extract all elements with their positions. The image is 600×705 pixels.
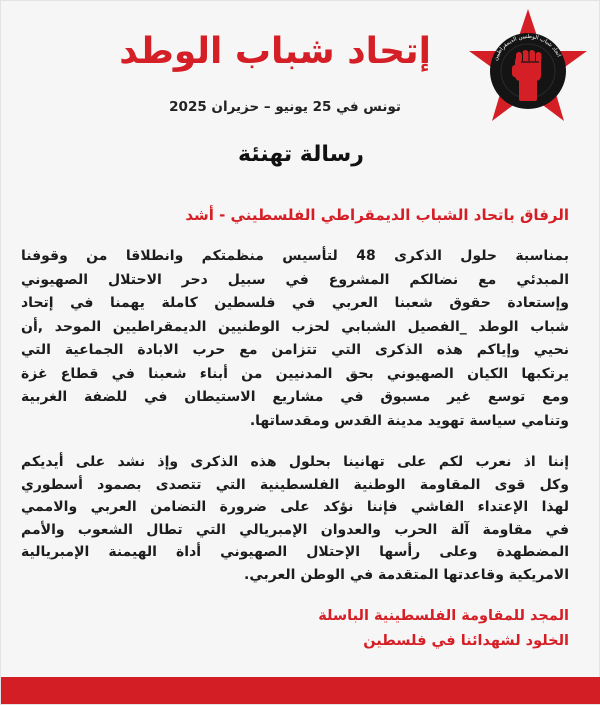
paragraph-line: إننا اذ نعرب لكم على تهانينا بحلول هذه الذكرى وإذ نشد على أيديكم (21, 454, 569, 470)
paragraph-line: يرتكبها الكيان الصهيوني بحق المدنيين من أبناء شعبنا في قطاع غزة (21, 365, 569, 382)
paragraph-line: المضطهدة وعلى رأسها الإحتلال الصهيوني أداة الهيمنة الإمبريالية (21, 544, 569, 560)
closing-line-1: المجد للمقاومة الفلسطينية الباسلة (318, 608, 569, 624)
paragraph-line: وكل قوى المقاومة الوطنية الفلسطينية التي تتصدى بصمود أسطوري (21, 476, 569, 493)
body-paragraph-2 (21, 451, 569, 586)
document-heading: رسالة تهنئة (238, 142, 364, 167)
closing-line-2: الخلود لشهدائنا في فلسطين (363, 633, 569, 649)
paragraph-line: شباب الوطد _الفصيل الشبابي لحزب الوطنيين الديمقراطيين الموحد ,أن (21, 318, 569, 335)
org-title: إتحاد شباب الوطد (119, 31, 431, 72)
org-logo (463, 9, 593, 129)
paragraph-line: وإستعادة حقوق شعبنا العربي في فلسطين كاملة يهمنا في إتحاد (21, 295, 569, 311)
letter-date: تونس في 25 يونيو – حزيران 2025 (169, 99, 401, 115)
paragraph-line: الامريكية وقاعدتها المتقدمة في الوطن العربي. (244, 566, 569, 583)
paragraph-line: ومع توسع غير مسبوق في مشاريع الاستيطان في للضفة الغربية (21, 389, 569, 405)
paragraph-line: بمناسبة حلول الذكرى 48 لتأسيس منظمتكم وانطلاقا من وقوفنا (21, 248, 569, 264)
paragraph-line: لهذا الإعتداء الفاشي فإننا نؤكد على ضرورة التضامن العربي والاممي (21, 499, 569, 515)
body-paragraph-1 (21, 245, 569, 433)
logo-ring-text: اتحاد شباب الوطنيين الديمقراطيين (492, 33, 562, 62)
addressee-line: الرفاق باتحاد الشباب الديمقراطي الفلسطيني - أشد (185, 206, 569, 224)
paragraph-line: في مقاومة آلة الحرب والعدوان الإمبريالي التي تطال الشعوب والأمم (21, 521, 569, 538)
paragraph-line: المبدئي مع نضالكم المشروع في سبيل دحر الاحتلال الصهيوني (21, 271, 569, 288)
paragraph-line: وتنامي سياسة تهويد مدينة القدس ومقدساتها. (249, 412, 569, 429)
footer-red-bar (1, 677, 600, 704)
paragraph-line: نحيي وإياكم هذه الذكرى التي تتزامن مع حرب الابادة الجماعية التي (21, 342, 569, 358)
